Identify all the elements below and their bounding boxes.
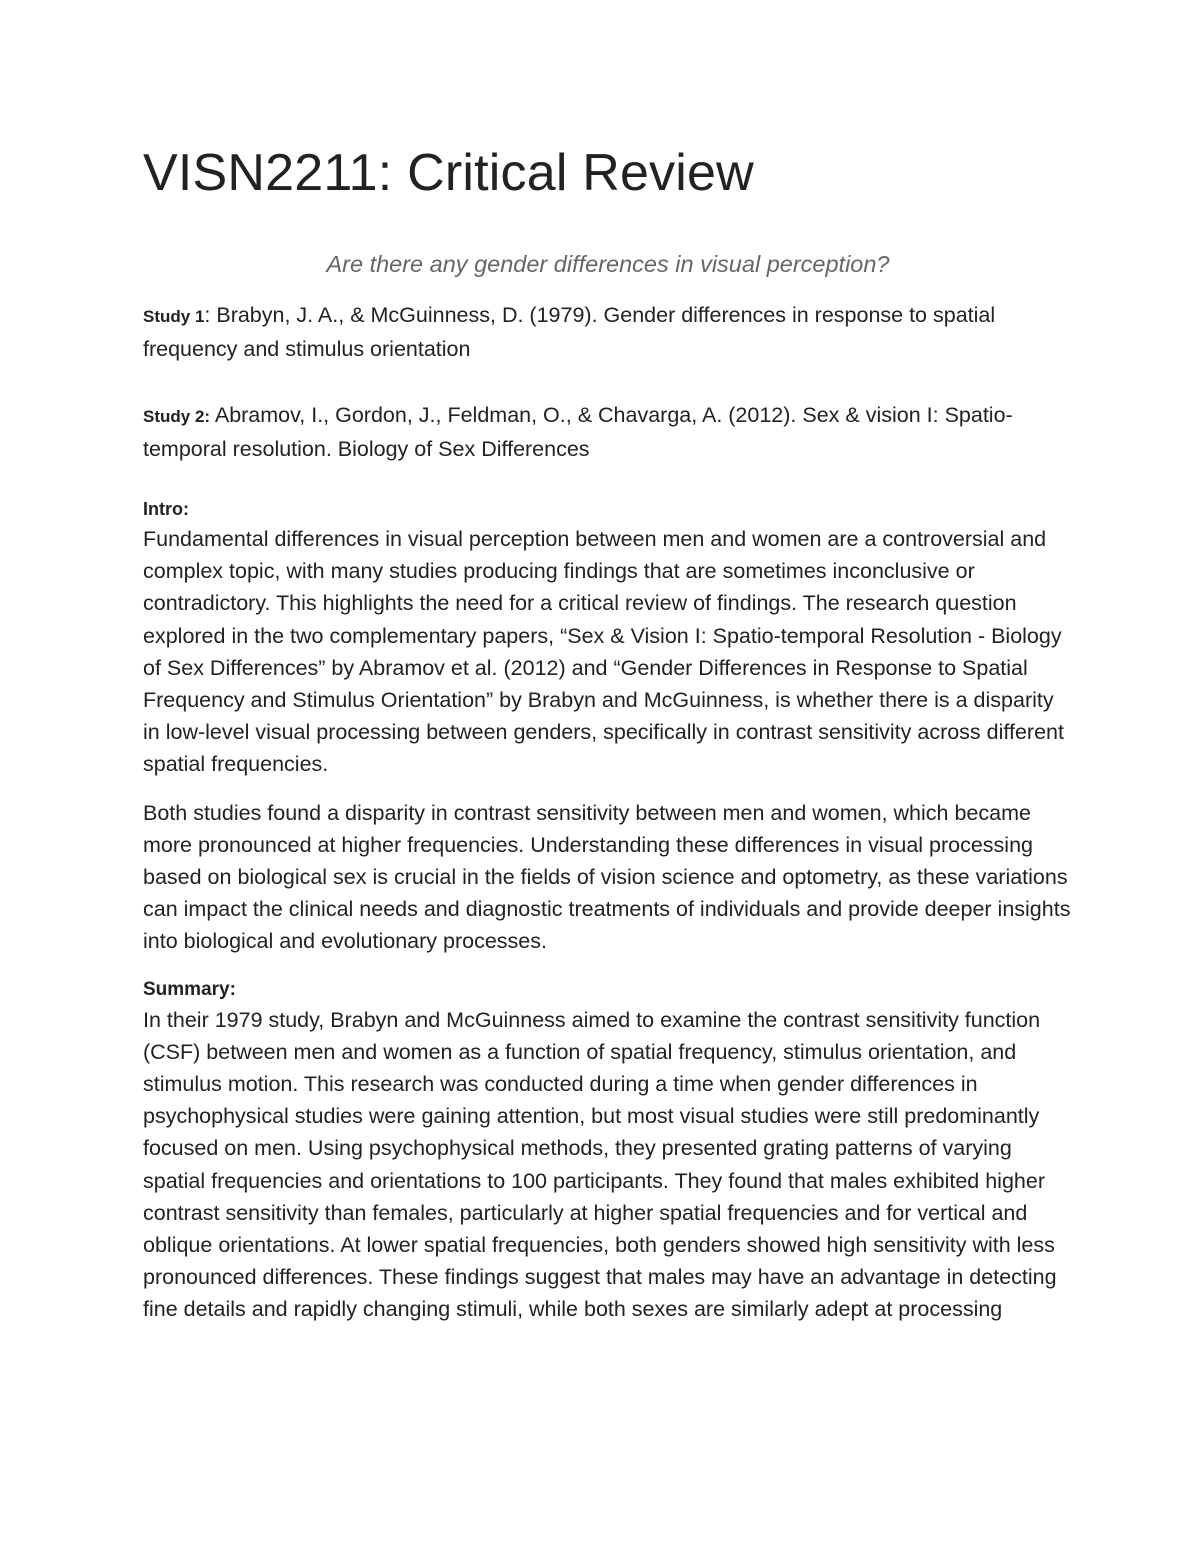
summary-paragraph-1: In their 1979 study, Brabyn and McGuinness aimed to examine the contrast sensitivity function (CSF) between men and women as a function of spatial frequency, stimulus orientation, and stimulus motion. This research was conducted during a time when gender differences in psychophysical studies were gaining attention, but most visual studies were still predominantly focused on men. Using psychophysical methods, they presented grating patterns of varying spatial frequencies and orientations to 100 participants. They found that males exhibited higher contrast sensitivity than females, particularly at higher spatial frequencies and for vertical and oblique orientations. At lower spatial frequencies, both genders showed high sensitivity with less pronounced differences. These findings suggest that males may have an advantage in detecting fine details and rapidly changing stimuli, while both sexes are similarly adept at processing <box>143 1007 1057 1322</box>
research-question: Are there any gender differences in visual perception? <box>326 251 890 277</box>
study-1-reference <box>143 299 1073 365</box>
study-1-citation: : Brabyn, J. A., & McGuinness, D. (1979). Gender differences in response to spatial frequency and stimulus orientation <box>143 303 996 361</box>
study-2-citation: Abramov, I., Gordon, J., Feldman, O., & Chavarga, A. (2012). Sex & vision I: Spatio-temporal resolution. Biology of Sex Differences <box>143 403 1013 461</box>
study-2-reference <box>143 399 1073 465</box>
summary-heading: Summary: <box>143 978 236 1000</box>
study-1-label: Study 1 <box>143 307 205 326</box>
intro-heading: Intro: <box>143 499 189 519</box>
study-2-label: Study 2: <box>143 407 211 426</box>
document-page <box>143 140 1073 1326</box>
intro-paragraph-1: Fundamental differences in visual perception between men and women are a controversial and complex topic, with many studies producing findings that are sometimes inconclusive or contradictory. This highlights the need for a critical review of findings. The research question explored in the two complementary papers, “Sex & Vision I: Spatio-temporal Resolution - Biology of Sex Differences” by Abramov et al. (2012) and “Gender Differences in Response to Spatial Frequency and Stimulus Orientation” by Brabyn and McGuinness, is whether there is a disparity in low-level visual processing between genders, specifically in contrast sensitivity across different spatial frequencies. <box>143 527 1064 777</box>
intro-paragraph-2: Both studies found a disparity in contrast sensitivity between men and women, which became more pronounced at higher frequencies. Understanding these differences in visual processing based on biological sex is crucial in the fields of vision science and optometry, as these variations can impact the clinical needs and diagnostic treatments of individuals and provide deeper insights into biological and evolutionary processes. <box>143 800 1071 954</box>
document-title: VISN2211: Critical Review <box>143 144 754 202</box>
